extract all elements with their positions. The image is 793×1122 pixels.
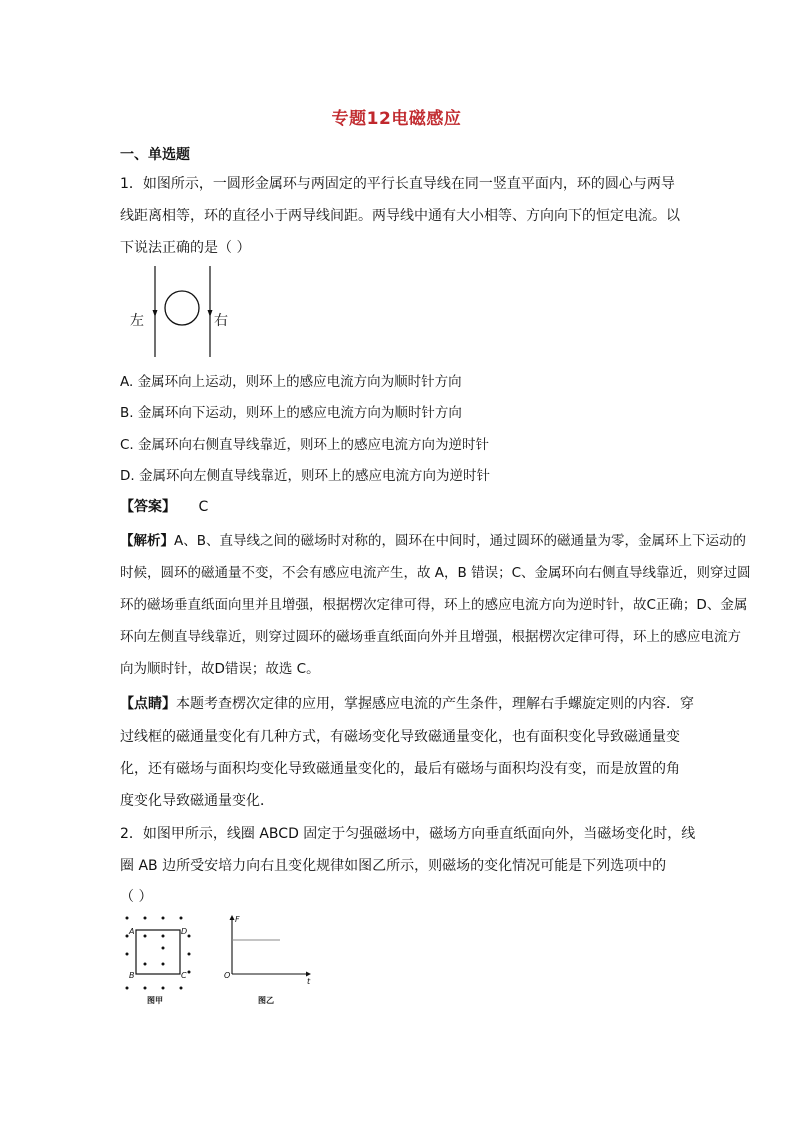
q1-option-b: B. 金属环向下运动，则环上的感应电流方向为顺时针方向 <box>120 405 462 421</box>
q2-stem-line-3: （ ） <box>120 889 153 905</box>
q1-comment-line-1 <box>120 694 694 714</box>
fig-right-label: 右 <box>214 313 228 329</box>
q1-comment-line-3: 化，还有磁场与面积均变化导致磁通量变化的，最后有磁场与面积均没有变，而是放置的角 <box>120 761 680 777</box>
analysis-text-1: A、B、直导线之间的磁场时对称的，圆环在中间时，通过圆环的磁通量为零，金属环上下运动的 <box>174 533 746 549</box>
page-title: 专题12电磁感应 <box>331 109 462 129</box>
label-f: F <box>235 915 240 924</box>
q1-analysis-line-4: 环向左侧直导线靠近，则穿过圆环的磁场垂直纸面向外并且增强，根据楞次定律可得，环上的感应电流方 <box>120 629 741 645</box>
left-current-arrow-icon <box>153 310 158 317</box>
label-a: A <box>129 927 135 936</box>
q1-comment-line-2: 过线框的磁通量变化有几种方式，有磁场变化导致磁通量变化，也有面积变化导致磁通量变 <box>120 729 680 745</box>
caption-fig-a: 图甲 <box>147 996 163 1005</box>
q1-analysis-line-5: 向为顺时针，故D错误；故选 C。 <box>120 661 320 677</box>
analysis-label: 【解析】 <box>120 533 174 549</box>
fig-left-label: 左 <box>130 313 144 329</box>
caption-fig-b: 图乙 <box>258 996 274 1005</box>
label-c: C <box>181 971 187 980</box>
right-current-arrow-icon <box>208 310 213 317</box>
f-axis-arrow-icon <box>230 915 235 920</box>
q1-answer <box>120 497 208 517</box>
q1-stem-line-3: 下说法正确的是（ ） <box>120 240 251 256</box>
q1-analysis-line-2: 时候，圆环的磁通量不变，不会有感应电流产生，故 A，B 错误；C、金属环向右侧直导线靠近，则穿过圆 <box>120 565 751 581</box>
label-t: t <box>307 977 311 986</box>
label-o: O <box>224 971 231 980</box>
t-axis-arrow-icon <box>306 972 311 977</box>
label-d: D <box>181 927 188 936</box>
label-b: B <box>129 971 135 980</box>
section-heading: 一、单选题 <box>120 147 190 163</box>
metal-ring <box>165 291 199 325</box>
answer-value: C <box>198 499 209 515</box>
q1-option-d: D. 金属环向左侧直导线靠近，则环上的感应电流方向为逆时针 <box>120 468 490 484</box>
coil-abcd <box>136 930 180 974</box>
q1-option-c: C. 金属环向右侧直导线靠近，则环上的感应电流方向为逆时针 <box>120 437 490 453</box>
q1-stem-line-1: 1．如图所示，一圆形金属环与两固定的平行长直导线在同一竖直平面内，环的圆心与两导 <box>120 176 675 192</box>
q1-analysis-line-1 <box>120 531 746 551</box>
q1-analysis-line-3: 环的磁场垂直纸面向里并且增强，根据楞次定律可得，环上的感应电流方向为逆时针，故C正确；D、金属 <box>120 597 748 613</box>
q1-comment-line-4: 度变化导致磁通量变化． <box>120 793 274 809</box>
q1-option-a: A. 金属环向上运动，则环上的感应电流方向为顺时针方向 <box>120 374 462 390</box>
answer-label: 【答案】 <box>120 499 176 515</box>
q1-stem-line-2: 线距离相等，环的直径小于两导线间距。两导线中通有大小相等、方向向下的恒定电流。以 <box>120 208 680 224</box>
comment-text-1: 本题考查楞次定律的应用，掌握感应电流的产生条件，理解右手螺旋定则的内容．穿 <box>176 696 694 712</box>
q2-figure-a-coil <box>118 912 198 1007</box>
q1-figure-wires-ring <box>120 262 250 362</box>
comment-label: 【点睛】 <box>120 696 176 712</box>
q2-stem-line-1: 2．如图甲所示，线圈 ABCD 固定于匀强磁场中，磁场方向垂直纸面向外，当磁场变化时，线 <box>120 826 696 842</box>
q2-stem-line-2: 圈 AB 边所受安培力向右且变化规律如图乙所示，则磁场的变化情况可能是下列选项中的 <box>120 858 667 874</box>
q2-figure-b-force-graph <box>220 912 315 1007</box>
